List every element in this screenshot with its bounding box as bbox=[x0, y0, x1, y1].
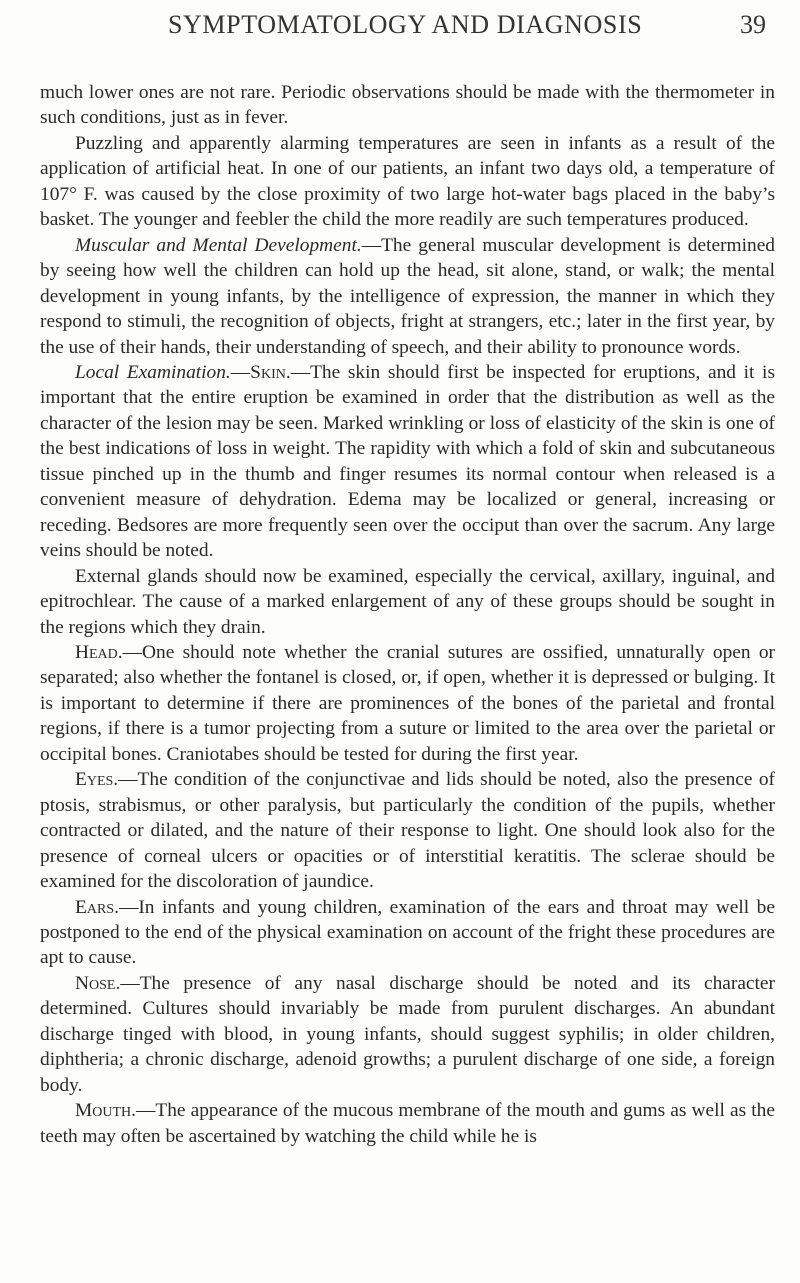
page-header bbox=[0, 10, 800, 50]
paragraph-p2 bbox=[40, 233, 775, 360]
paragraph-p5 bbox=[40, 640, 775, 767]
running-head: SYMPTOMATOLOGY AND DIAGNOSIS bbox=[168, 10, 643, 39]
paragraph-p9 bbox=[40, 1098, 775, 1149]
subsection-heading: Ears bbox=[75, 896, 115, 918]
subsection-heading: Skin bbox=[250, 361, 286, 383]
paragraph-text: much lower ones are not rare. Periodic observations should be made with the thermometer in such conditions, just as in fever. bbox=[40, 82, 775, 129]
section-heading: Local Examination. bbox=[75, 361, 231, 383]
paragraph-text: .—In infants and young children, examination of the ears and throat may well be postponed to the end of the physical examination on account of the fright these procedures are apt to cause. bbox=[40, 896, 775, 969]
paragraph-text: —The general muscular development is determined by seeing how well the children can hold up the head, sit alone, stand, or walk; the mental development in young infants, by the intelligence of expression, the manner in which they respond to stimuli, the recognition of objects, fright at strangers, etc.; later in the first year, by the use of their hands, their understanding of speech, and their ability to pronounce words. bbox=[40, 234, 775, 358]
body-text bbox=[40, 80, 775, 1149]
paragraph-p0 bbox=[40, 80, 775, 131]
paragraph-text: — bbox=[230, 361, 251, 383]
paragraph-p1 bbox=[40, 131, 775, 233]
subsection-heading: Nose bbox=[75, 972, 116, 994]
paragraph-p7 bbox=[40, 895, 775, 971]
paragraph-p3 bbox=[40, 360, 775, 564]
section-heading: Muscular and Mental Development. bbox=[75, 234, 362, 256]
subsection-heading: Mouth bbox=[75, 1100, 132, 1122]
subsection-heading: Eyes bbox=[75, 769, 114, 791]
paragraph-text: .—The presence of any nasal discharge should be noted and its character determined. Cultures should invariably be made from purulent discharges. An abundant discharge tinged with blood, in young infants, should suggest syphilis; in older children, diphtheria; a chronic discharge, adenoid growths; a purulent discharge of one side, a foreign body. bbox=[40, 972, 775, 1096]
paragraph-text: .—One should note whether the cranial sutures are ossified, unnaturally open or separated; also whether the fontanel is closed, or, if open, whether it is depressed or bulging. It is important to determine if there are prominences of the bones of the parietal and frontal regions, if there is a tumor projecting from a suture or limited to the area over the parietal or occipital bones. Craniotabes should be tested for during the first year. bbox=[40, 641, 775, 765]
page-number: 39 bbox=[740, 10, 766, 39]
paragraph-text: .—The skin should first be inspected for eruptions, and it is important that the entire eruption be examined in order that the distribution as well as the character of the lesion may be seen. Marked wrinkling or loss of elasticity of the skin is one of the best indications of loss in weight. The rapidity with which a fold of skin and subcutaneous tissue pinched up in the thumb and finger resumes its normal contour when released is a convenient measure of dehydration. Edema may be localized or general, increasing or receding. Bedsores are more frequently seen over the occiput than over the sacrum. Any large veins should be noted. bbox=[40, 361, 775, 562]
paragraph-text: .—The condition of the conjunctivae and lids should be noted, also the presence of ptosis, strabismus, or other paralysis, but particularly the condition of the pupils, whether contracted or dilated, and the nature of their response to light. One should look also for the presence of corneal ulcers or opacities or of interstitial keratitis. The sclerae should be examined for the discoloration of jaundice. bbox=[40, 769, 775, 893]
paragraph-p8 bbox=[40, 971, 775, 1098]
paragraph-text: External glands should now be examined, especially the cervical, axillary, inguinal, and epitrochlear. The cause of a marked enlargement of any of these groups should be sought in the regions which they drain. bbox=[40, 565, 775, 638]
paragraph-p6 bbox=[40, 767, 775, 894]
subsection-heading: Head bbox=[75, 641, 118, 663]
paragraph-text: Puzzling and apparently alarming temperatures are seen in infants as a result of the application of artificial heat. In one of our patients, an infant two days old, a temperature of 107° F. was caused by the close proximity of two large hot-water bags placed in the baby’s basket. The younger and feebler the child the more readily are such temperatures produced. bbox=[40, 132, 775, 231]
paragraph-text: .—The appearance of the mucous membrane of the mouth and gums as well as the teeth may often be ascertained by watching the child while he is bbox=[40, 1100, 775, 1147]
paragraph-p4 bbox=[40, 564, 775, 640]
